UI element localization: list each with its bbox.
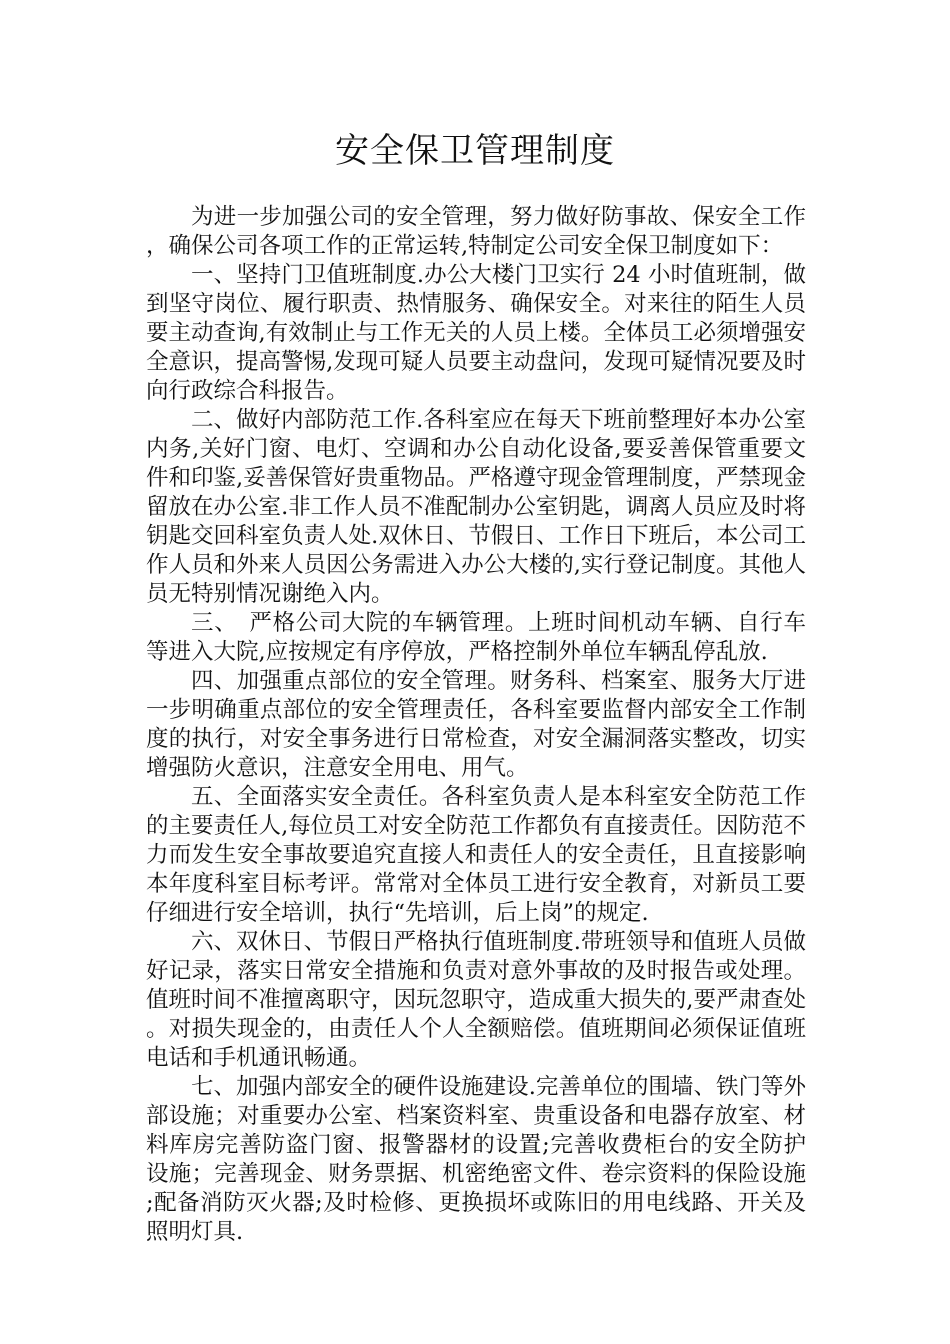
section-6-paragraph: 六、双休日、节假日严格执行值班制度.带班领导和值班人员做好记录，落实日常安全措施和负责对意外事故的及时报告或处理。值班时间不准擅离职守，因玩忽职守，造成重大损失的,要严肃查处。对损失现金的，由责任人个人全额赔偿。值班期间必须保证值班电话和手机通讯畅通。 — [146, 929, 806, 1071]
document-title: 安全保卫管理制度 — [335, 131, 615, 171]
section-4-paragraph: 四、加强重点部位的安全管理。财务科、档案室、服务大厅进一步明确重点部位的安全管理责任，各科室要监督内部安全工作制度的执行，对安全事务进行日常检查，对安全漏洞落实整改，切实增强防火意识，注意安全用电、用气。 — [146, 668, 806, 781]
intro-paragraph: 为进一步加强公司的安全管理，努力做好防事故、保安全工作，确保公司各项工作的正常运转,特制定公司安全保卫制度如下： — [146, 204, 806, 259]
section-7-paragraph: 七、加强内部安全的硬件设施建设.完善单位的围墙、铁门等外部设施；对重要办公室、档案资料室、贵重设备和电器存放室、材料库房完善防盗门窗、报警器材的设置;完善收费柜台的安全防护设施；完善现金、财务票据、机密绝密文件、卷宗资料的保险设施;配备消防灭火器;及时检修、更换损坏或陈旧的用电线路、开关及照明灯具. — [146, 1074, 806, 1245]
section-5-paragraph: 五、全面落实安全责任。各科室负责人是本科室安全防范工作的主要责任人,每位员工对安全防范工作都负有直接责任。因防范不力而发生安全事故要追究直接人和责任人的安全责任，且直接影响本年度科室目标考评。常常对全体员工进行安全教育，对新员工要仔细进行安全培训，执行“先培训，后上岗”的规定. — [146, 784, 806, 926]
section-3-paragraph: 三、 严格公司大院的车辆管理。上班时间机动车辆、自行车等进入大院,应按规定有序停放，严格控制外单位车辆乱停乱放. — [146, 610, 806, 665]
section-2-paragraph: 二、做好内部防范工作.各科室应在每天下班前整理好本办公室内务,关好门窗、电灯、空调和办公自动化设备,要妥善保管重要文件和印鉴,妥善保管好贵重物品。严格遵守现金管理制度，严禁现金留放在办公室.非工作人员不准配制办公室钥匙，调离人员应及时将钥匙交回科室负责人处.双休日、节假日、工作日下班后，本公司工作人员和外来人员因公务需进入办公大楼的,实行登记制度。其他人员无特别情况谢绝入内。 — [146, 407, 806, 607]
document-body — [146, 203, 806, 1247]
section-1-paragraph: 一、坚持门卫值班制度.办公大楼门卫实行 24 小时值班制，做到坚守岗位、履行职责、热情服务、确保安全。对来往的陌生人员要主动查询,有效制止与工作无关的人员上楼。全体员工必须增强安全意识，提高警惕,发现可疑人员要主动盘问，发现可疑情况要及时向行政综合科报告。 — [146, 262, 806, 404]
